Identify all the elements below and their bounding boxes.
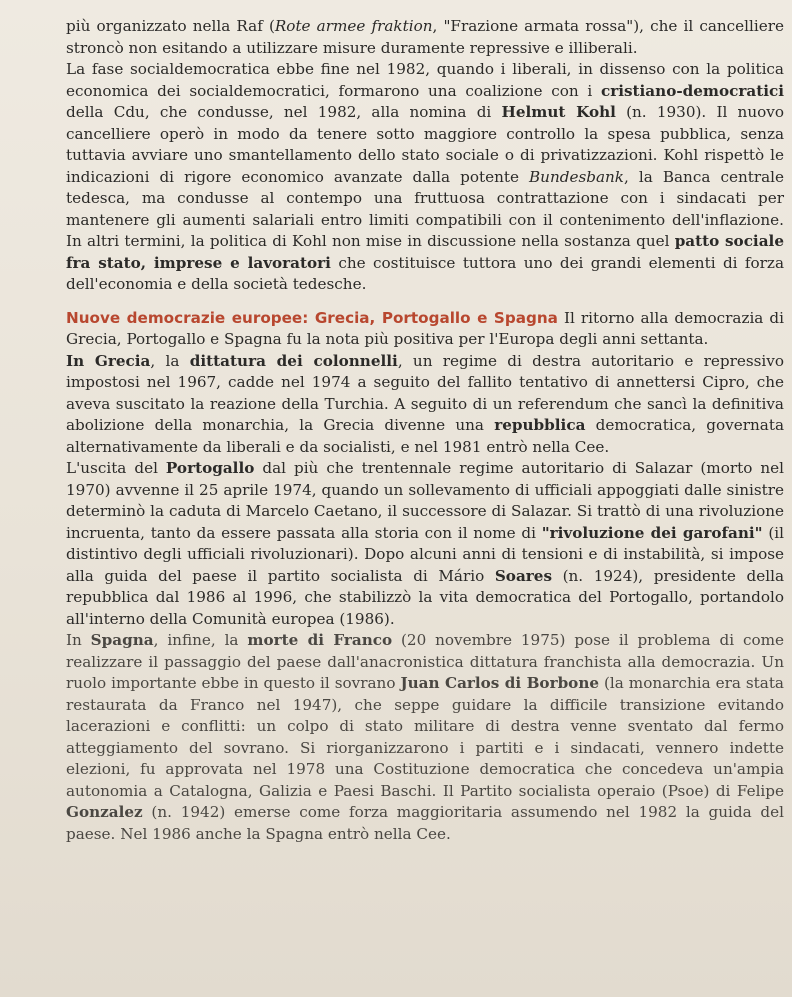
text-run: che costituisce tuttora uno dei grandi elementi di forza dell'economia e della società tedesche. [66,253,784,293]
text-run: , la Banca centrale tedesca, ma condusse al contempo una fruttuosa contrattazione con i sindacati per mantenere gli aumenti salariali entro limiti compatibili con il contenimento dell'inflazione. In altri termini, la politica di Kohl non mise in discussione nella sostanza quel [66,167,784,250]
text-run: (n. 1924), presidente della repubblica dal 1986 al 1996, che stabilizzò la vita democratica del Portogallo, portandolo all'interno della Comunità europea (1986). [66,566,784,628]
text-run: della Cdu, che condusse, nel 1982, alla nomina di [66,103,502,121]
bold-term: morte di Franco [247,631,393,649]
text-run: , infine, la [153,631,248,649]
text-run: dal più che trentennale regime autoritario di Salazar (morto nel 1970) avvenne il 25 aprile 1974, quando un sollevamento di ufficiali appoggiati dalle sinistre determinò la caduta di Marcelo Caetano, il successore di Salazar. Si trattò di una rivoluzione incruenta, tanto da essere passata alla storia con il nome di [66,459,784,542]
section-title: Nuove democrazie europee: Grecia, Portogallo e Spagna [66,308,558,327]
text-run: Il ritorno alla democrazia di Grecia, Portogallo e Spagna fu la nota più positiva per l'Europa degli anni settanta. [66,308,784,348]
paragraph-section-intro [66,308,784,351]
bold-term: Helmut Kohl [501,103,616,121]
text-run: (20 novembre 1975) pose il problema di come realizzare il passaggio del paese dall'anacronistica dittatura franchista alla democrazia. Un ruolo importante ebbe in questo il sovrano [66,631,784,692]
bold-term: In Grecia [66,351,151,370]
bold-term: dittatura dei colonnelli [189,351,398,370]
paragraph-raf [66,16,784,59]
text-run: democratica, governata alternativamente da liberali e da socialisti, e nel 1981 entrò nella Cee. [66,416,784,456]
text-run: (la monarchia era stata restaurata da Franco nel 1947), che seppe guidare la difficile transizione evitando lacerazioni e conflitti: un colpo di stato militare di destra venne sventato dal fermo atteggiamento del sovrano. Si riorganizzarono i partiti e i sindacati, vennero indette elezioni, fu approvata nel 1978 una Costituzione democratica che concedeva un'ampia autonomia a Catalogna, Galizia e Paesi Baschi. Il Partito socialista operaio (Psoe) di Felipe [66,674,784,800]
bold-term: Soares [494,566,552,585]
text-run: , la [150,351,190,370]
text-run: In [66,631,91,649]
text-run: La fase socialdemocratica ebbe fine nel 1982, quando i liberali, in dissenso con la politica economica dei socialdemocratici, formarono una coalizione con i [66,60,784,100]
text-run: , un regime di destra autoritario e repressivo impostosi nel 1967, cadde nel 1974 a seguito del fallito tentativo di annettersi Cipro, che aveva suscitato la reazione della Turchia. A seguito di un referendum che sancì la definitiva abolizione della monarchia, la Grecia divenne una [66,351,784,434]
text-run: più organizzato nella Raf ( [66,17,275,35]
paragraph-kohl [66,59,784,296]
paragraph-grecia [66,351,784,459]
italic-term: Rote armee fraktion [274,17,433,35]
text-run: L'uscita del [66,459,166,477]
bold-term: Portogallo [165,459,255,477]
text-run: (il distintivo degli ufficiali rivoluzionari). Dopo alcuni anni di tensioni e di instabilità, si impose alla guida del paese il partito socialista di Mário [66,523,784,585]
text-run: (n. 1942) emerse come forza maggioritaria assumendo nel 1982 la guida del paese. Nel 1986 anche la Spagna entrò nella Cee. [66,803,784,843]
bold-term: Spagna [90,631,154,649]
bold-term: cristiano-democratici [600,81,784,100]
text-run: , "Frazione armata rossa"), che il cancelliere stroncò non esitando a utilizzare misure duramente repressive e illiberali. [66,17,784,57]
bold-term: repubblica [494,416,586,434]
bold-term: patto sociale fra stato, imprese e lavoratori [66,232,784,272]
bold-term: Juan Carlos di Borbone [400,674,600,692]
paragraph-spagna [66,630,784,845]
paragraph-portogallo [66,458,784,630]
italic-term: Bundesbank [529,167,625,186]
text-run: (n. 1930). Il nuovo cancelliere operò in modo da tenere sotto maggiore controllo la spesa pubblica, senza tuttavia avviare uno smantellamento dello stato sociale o di privatizzazioni. Kohl rispettò le indicazioni di rigore economico avanzate dalla potente [66,103,784,186]
bold-term: "rivoluzione dei garofani" [541,523,763,542]
bold-term: Gonzalez [66,803,143,821]
spacer [66,296,784,308]
